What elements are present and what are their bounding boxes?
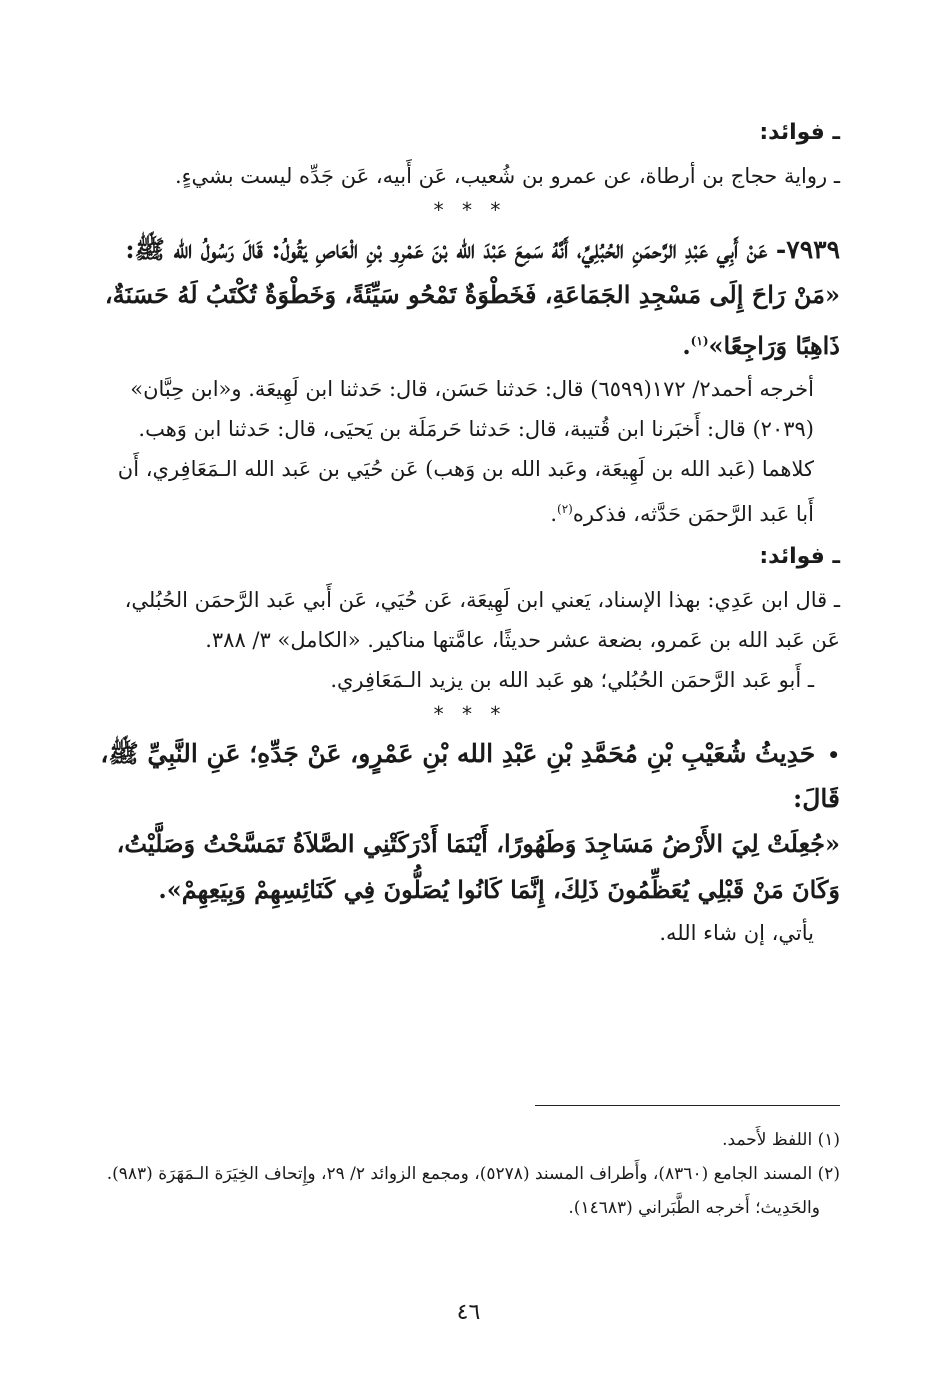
takhrij-text: أخرجه أحمد٢/ ١٧٢(٦٥٩٩) قال: حَدثنا حَسَن، قال: حَدثنا ابن لَهِيعَة. و«ابن حِبَّان» (٢٠٣٩) قال: أَخبَرنا ابن قُتيبة، قال: حَدثنا حَرمَلَة بن يَحيَى، قال: حَدثنا ابن وَهب. [130,377,814,441]
hadith-2-intro [100,732,840,821]
page-number: ٤٦ [456,1300,481,1325]
chain-text-body: كلاهما (عَبد الله بن لَهِيعَة، وعَبد الله بن وَهب) عَن حُيَي بن عَبد الله الـمَعَافِري، أَن أَبا عَبد الرَّحمَن حَدَّثه، فذكره [117,457,814,526]
benefits-heading-2: ـ فوائد: [759,544,840,569]
bullet-icon: • [827,743,840,767]
benefit-note-3: ـ أَبو عَبد الرَّحمَن الحُبُلي؛ هو عَبد الله بن يزيد الـمَعَافِري. [330,668,814,692]
footnotes [100,1125,840,1227]
footnote-2: (٢) المسند الجامع (٨٣٦٠)، وأَطراف المسند (٥٢٧٨)، ومجمع الزوائد ٢/ ٢٩، وإِتحاف الخِيَرَة الـمَهَرَة (٩٨٣). [106,1164,840,1184]
hadith-7939-intro: ٧٩٣٩- عَنْ أَبِي عَبْدِ الرَّحمَنِ الحُبُلِيِّ، أَنَّهُ سَمِعَ عَبْدَ الله بْنَ عَمْرِو بْنِ الْعَاصِ يَقُولُ: قَالَ رَسُولُ الله ﷺ: [125,235,840,264]
hadith-7939-quote: «مَنْ رَاحَ إِلَى مَسْجِدِ الجَمَاعَةِ، فَخَطْوَةٌ تَمْحُو سَيِّئَةً، وَخَطْوَةٌ تُكْتَبُ لَهُ حَسَنَةٌ، ذَاهِبًا وَرَاجِعًا»$^{(١)}$. [104,280,840,360]
chain-text: كلاهما (عَبد الله بن لَهِيعَة، وعَبد الله بن وَهب) عَن حُيَي بن عَبد الله الـمَعَافِري، أَن أَبا عَبد الرَّحمَن حَدَّثه، فذكره$^{(٢)}$. [117,457,814,526]
footnote-ref-1[interactable]: (١) [690,334,709,348]
benefit-note-2: ـ قال ابن عَدِي: بهذا الإسناد، يَعني ابن لَهِيعَة، عَن حُيَي، عَن أَبي عَبد الرَّحمَن الحُبُلي، عَن عَبد الله بن عَمرو، بضعة عشر حديثًا، عامَّتها مناكير. «الكامل» ٣/ ٣٨٨. [124,588,840,652]
footnote-ref-2[interactable]: (٢) [557,502,573,516]
hadith-2-intro-text: حَدِيثُ شُعَيْبِ بْنِ مُحَمَّدِ بْنِ عَبْدِ الله بْنِ عَمْرٍو، عَنْ جَدِّهِ؛ عَنِ النَّبِيِّ ﷺ، قَالَ: [100,739,840,813]
hadith-2-quote: «جُعِلَتْ لِيَ الأَرْضُ مَسَاجِدَ وَطَهُورًا، أَيْنَمَا أَدْرَكَتْنِي الصَّلاَةُ تَمَسَّحْتُ وَصَلَّيْتُ، وَكَانَ مَنْ قَبْلِي يُعَظِّمُونَ ذَلِكَ، إِنَّمَا كَانُوا يُصَلُّونَ فِي كَنَائِسِهِمْ وَبِيَعِهِمْ». [116,829,840,904]
benefit-note-1: ـ رواية حجاج بن أرطاة، عن عمرو بن شُعيب، عَن أَبيه، عَن جَدِّه ليست بشيءٍ. [174,164,840,188]
will-come-note: يأتي، إن شاء الله. [659,921,814,945]
separator-stars-2: * * * [433,702,507,726]
page-body [100,110,840,953]
footnote-divider [535,1105,840,1106]
separator-stars-1: * * * [433,198,507,222]
benefits-heading-1: ـ فوائد: [759,120,840,145]
hadith-7939-quote-text: «مَنْ رَاحَ إِلَى مَسْجِدِ الجَمَاعَةِ، فَخَطْوَةٌ تَمْحُو سَيِّئَةً، وَخَطْوَةٌ تُكْتَبُ لَهُ حَسَنَةٌ، ذَاهِبًا وَرَاجِعًا» [104,280,840,360]
footnote-2-continuation: والحَدِيث؛ أَخرجه الطَّبَراني (١٤٦٨٣). [568,1198,820,1218]
footnote-1: (١) اللفظ لأَحمد. [722,1130,840,1150]
